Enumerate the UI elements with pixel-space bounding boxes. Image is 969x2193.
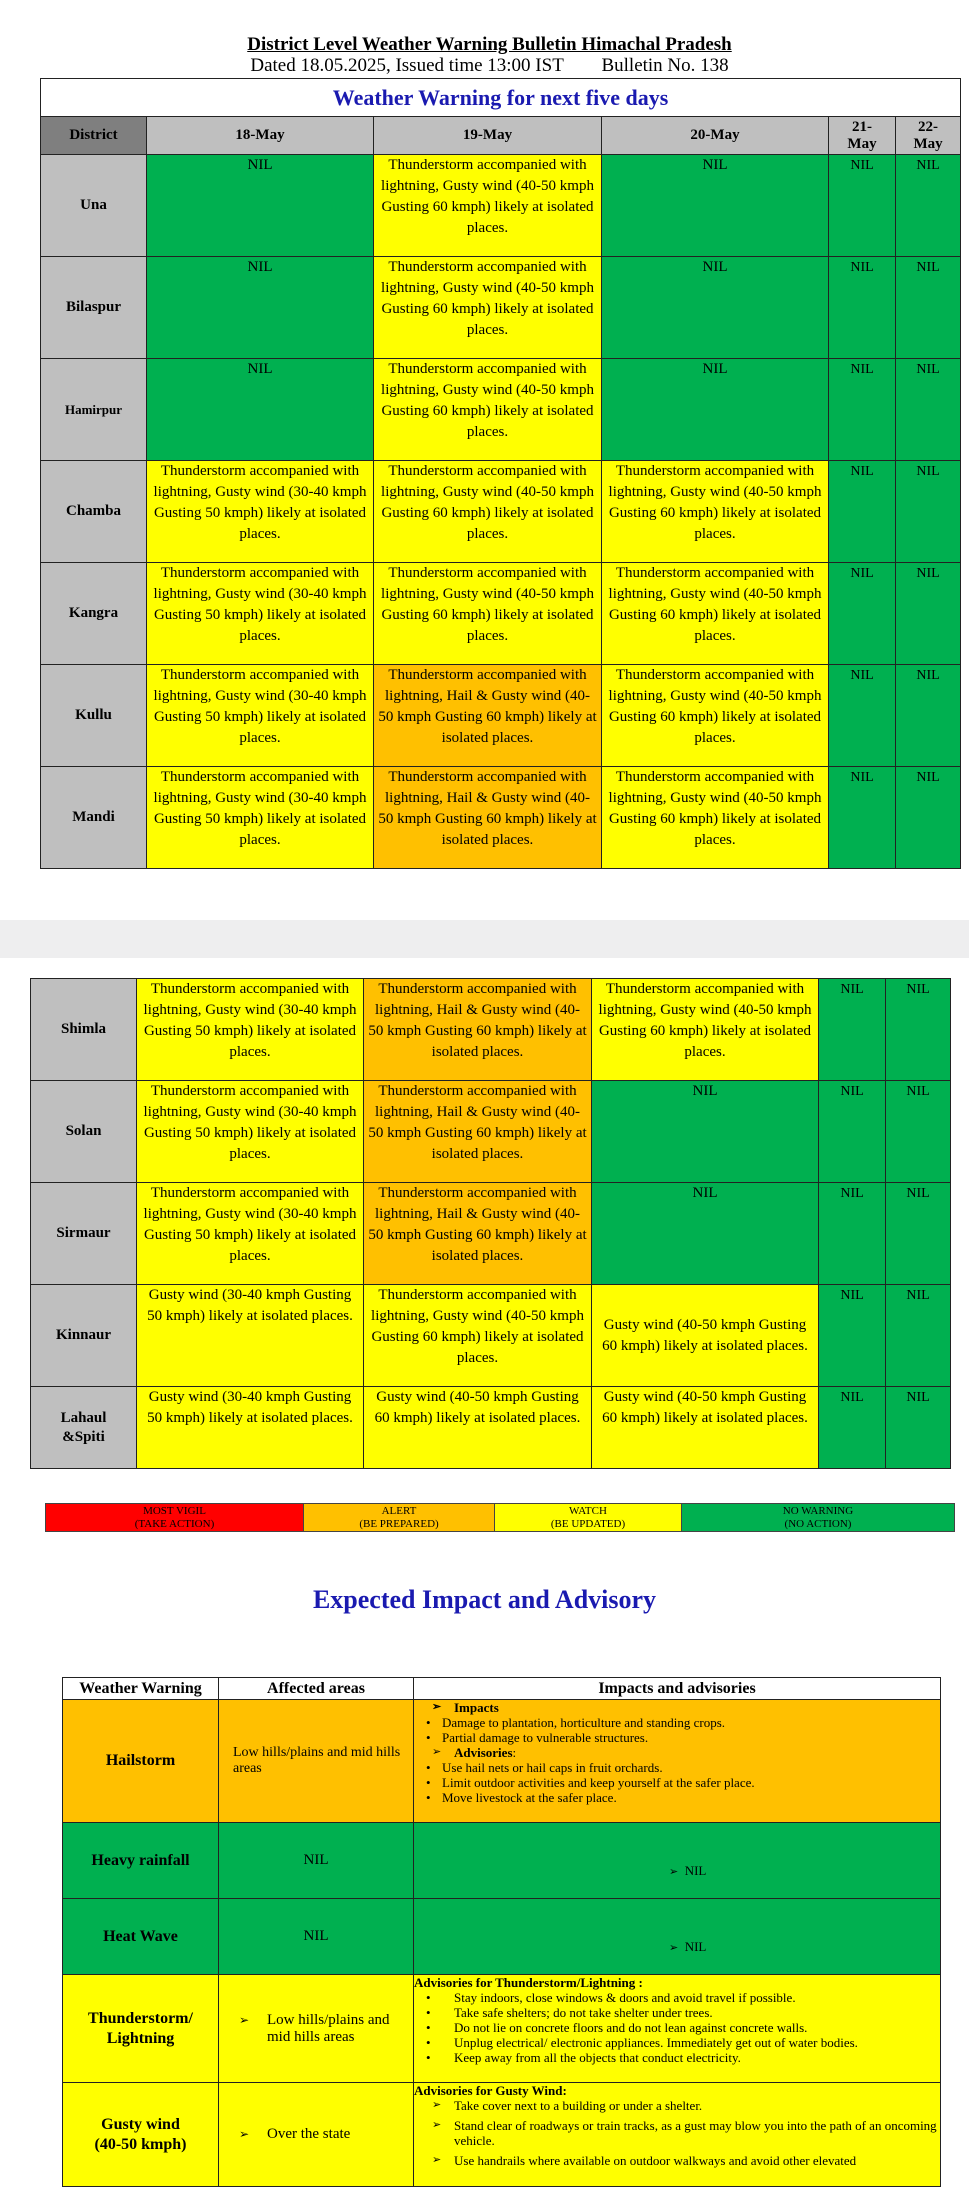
warning-cell: Thunderstorm accompanied with lightning, Gusty wind (40-50 kmph Gusting 60 kmph) likely at isolated places.: [374, 563, 602, 665]
warning-cell: Thunderstorm accompanied with lightning, Gusty wind (30-40 kmph Gusting 50 kmph) likely at isolated places.: [147, 461, 374, 563]
warning-table-part1: [40, 78, 961, 869]
adv-item: • Do not lie on concrete floors and do not lean against concrete walls.: [414, 2020, 940, 2035]
district-name: Shimla: [31, 979, 137, 1081]
warning-cell: Thunderstorm accompanied with lightning, Gusty wind (40-50 kmph Gusting 60 kmph) likely at isolated places.: [374, 155, 602, 257]
adv-item: • Move livestock at the safer place.: [414, 1790, 940, 1805]
district-name: Kullu: [41, 665, 147, 767]
district-name: Solan: [31, 1081, 137, 1183]
adv-row-heavy-rainfall: [63, 1823, 941, 1899]
adv-heavy-rainfall-areas: NIL: [219, 1823, 414, 1899]
warning-cell: Gusty wind (30-40 kmph Gusting 50 kmph) likely at isolated places.: [137, 1285, 364, 1387]
adv-heavy-rainfall-name: Heavy rainfall: [63, 1823, 219, 1899]
impact-advisory-table: [62, 1677, 941, 2187]
warning-cell: NIL: [829, 563, 896, 665]
warning-cell: NIL: [896, 665, 961, 767]
warning-cell: Gusty wind (30-40 kmph Gusting 50 kmph) likely at isolated places.: [137, 1387, 364, 1469]
adv-thunderstorm-list: [414, 1975, 941, 2083]
adv-row-hailstorm: [63, 1700, 941, 1823]
warning-cell: NIL: [886, 1285, 951, 1387]
district-name: Kinnaur: [31, 1285, 137, 1387]
warning-cell: NIL: [602, 359, 829, 461]
warning-cell: Thunderstorm accompanied with lightning, Gusty wind (40-50 kmph Gusting 60 kmph) likely at isolated places.: [602, 563, 829, 665]
warning-cell: NIL: [819, 1285, 886, 1387]
warning-cell: Thunderstorm accompanied with lightning, Hail & Gusty wind (40-50 kmph Gusting 60 kmph) likely at isolated places.: [364, 1081, 592, 1183]
col-header-18-may: 18-May: [147, 117, 374, 155]
district-name: Bilaspur: [41, 257, 147, 359]
adv-item: • Take safe shelters; do not take shelter under trees.: [414, 2005, 940, 2020]
warning-cell: Thunderstorm accompanied with lightning, Hail & Gusty wind (40-50 kmph Gusting 60 kmph) likely at isolated places.: [364, 1183, 592, 1285]
adv-hailstorm-list: [414, 1700, 941, 1823]
warning-cell: Thunderstorm accompanied with lightning, Gusty wind (40-50 kmph Gusting 60 kmph) likely at isolated places.: [364, 1285, 592, 1387]
legend-most-vigil: MOST VIGIL (TAKE ACTION): [46, 1504, 304, 1531]
warning-cell: Thunderstorm accompanied with lightning, Hail & Gusty wind (40-50 kmph Gusting 60 kmph) likely at isolated places.: [374, 767, 602, 869]
warning-cell: NIL: [886, 1183, 951, 1285]
page-separator: [0, 920, 969, 958]
warning-cell: Thunderstorm accompanied with lightning, Gusty wind (30-40 kmph Gusting 50 kmph) likely at isolated places.: [137, 1081, 364, 1183]
adv-gusty-wind-areas: ➢ Over the state: [219, 2083, 414, 2187]
adv-row-gusty-wind: [63, 2083, 941, 2187]
warning-cell: Thunderstorm accompanied with lightning, Gusty wind (30-40 kmph Gusting 50 kmph) likely at isolated places.: [147, 665, 374, 767]
warning-cell: NIL: [829, 155, 896, 257]
adv-gusty-wind-label: Advisories for Gusty Wind:: [414, 2083, 567, 2098]
district-row: [31, 1183, 951, 1285]
adv-hailstorm-name: Hailstorm: [63, 1700, 219, 1823]
legend-alert: ALERT (BE PREPARED): [304, 1504, 495, 1531]
bulletin-page-1: [10, 0, 969, 920]
district-row: [31, 1387, 951, 1469]
warning-cell: NIL: [592, 1081, 819, 1183]
col-header-22-may: 22-May: [896, 117, 961, 155]
adv-item: • Use hail nets or hail caps in fruit orchards.: [414, 1760, 940, 1775]
adv-item: ➢ Stand clear of roadways or train tracks, as a gust may blow you into the path of an oncoming vehicle.: [414, 2118, 940, 2148]
warning-cell: NIL: [147, 257, 374, 359]
warning-cell: NIL: [896, 767, 961, 869]
adv-item: ➢ Use handrails where available on outdoor walkways and avoid other elevated: [414, 2153, 940, 2168]
district-name: Lahaul &Spiti: [31, 1387, 137, 1469]
adv-header-warning: Weather Warning: [63, 1678, 219, 1700]
adv-item: • Limit outdoor activities and keep yourself at the safer place.: [414, 1775, 940, 1790]
warning-cell: NIL: [829, 461, 896, 563]
warning-table-part2: [30, 978, 951, 1469]
warning-cell: NIL: [592, 1183, 819, 1285]
warning-cell: NIL: [896, 155, 961, 257]
warning-cell: NIL: [819, 1081, 886, 1183]
district-name: Chamba: [41, 461, 147, 563]
district-name: Kangra: [41, 563, 147, 665]
warning-cell: NIL: [886, 979, 951, 1081]
adv-thunderstorm-areas: ➢ Low hills/plains and mid hills areas: [219, 1975, 414, 2083]
warning-cell: NIL: [829, 359, 896, 461]
adv-item: • Damage to plantation, horticulture and standing crops.: [414, 1715, 940, 1730]
adv-item: ➢ Take cover next to a building or under a shelter.: [414, 2098, 940, 2113]
warning-cell: NIL: [147, 359, 374, 461]
col-header-21-may: 21-May: [829, 117, 896, 155]
district-name: Una: [41, 155, 147, 257]
district-row: [41, 665, 961, 767]
adv-gusty-wind-name: Gusty wind (40-50 kmph): [63, 2083, 219, 2187]
adv-gusty-wind-list: [414, 2083, 941, 2187]
warning-cell: Thunderstorm accompanied with lightning, Hail & Gusty wind (40-50 kmph Gusting 60 kmph) likely at isolated places.: [364, 979, 592, 1081]
warning-cell: NIL: [829, 665, 896, 767]
district-name: Sirmaur: [31, 1183, 137, 1285]
district-row: [41, 257, 961, 359]
district-name: Hamirpur: [41, 359, 147, 461]
warning-cell: Thunderstorm accompanied with lightning, Gusty wind (40-50 kmph Gusting 60 kmph) likely at isolated places.: [602, 461, 829, 563]
impact-advisory-title: Expected Impact and Advisory: [312, 1585, 657, 1614]
adv-hailstorm-advisories-label: ➢ Advisories:: [414, 1745, 940, 1760]
district-row: [31, 1285, 951, 1387]
warning-cell: NIL: [896, 461, 961, 563]
bulletin-dated: Dated 18.05.2025, Issued time 13:00 IST Bulletin No. 138: [250, 55, 729, 76]
warning-cell: Thunderstorm accompanied with lightning, Gusty wind (40-50 kmph Gusting 60 kmph) likely at isolated places.: [592, 979, 819, 1081]
warning-cell: Thunderstorm accompanied with lightning, Gusty wind (40-50 kmph Gusting 60 kmph) likely at isolated places.: [602, 665, 829, 767]
adv-header-areas: Affected areas: [219, 1678, 414, 1700]
warning-cell: Thunderstorm accompanied with lightning, Gusty wind (30-40 kmph Gusting 50 kmph) likely at isolated places.: [147, 563, 374, 665]
warning-cell: Thunderstorm accompanied with lightning, Gusty wind (30-40 kmph Gusting 50 kmph) likely at isolated places.: [137, 1183, 364, 1285]
adv-hailstorm-areas: Low hills/plains and mid hills areas: [219, 1700, 414, 1823]
bulletin-title: District Level Weather Warning Bulletin Himachal Pradesh: [247, 34, 732, 55]
warning-cell: NIL: [819, 1387, 886, 1469]
adv-hailstorm-impacts-label: ➢ Impacts: [414, 1700, 940, 1715]
warning-cell: Thunderstorm accompanied with lightning, Gusty wind (40-50 kmph Gusting 60 kmph) likely at isolated places.: [374, 257, 602, 359]
adv-heat-wave-areas: NIL: [219, 1899, 414, 1975]
color-legend: [45, 1503, 955, 1532]
warning-cell: Thunderstorm accompanied with lightning, Gusty wind (40-50 kmph Gusting 60 kmph) likely at isolated places.: [602, 767, 829, 869]
col-header-20-may: 20-May: [602, 117, 829, 155]
warning-cell: NIL: [896, 563, 961, 665]
warning-cell: Gusty wind (40-50 kmph Gusting 60 kmph) likely at isolated places.: [592, 1387, 819, 1469]
warning-cell: NIL: [896, 257, 961, 359]
warning-cell: Gusty wind (40-50 kmph Gusting 60 kmph) likely at isolated places.: [364, 1387, 592, 1469]
adv-heat-wave-advice: ➢ NIL: [414, 1899, 941, 1975]
district-row: [41, 767, 961, 869]
adv-row-thunderstorm: [63, 1975, 941, 2083]
legend-watch: WATCH (BE UPDATED): [495, 1504, 682, 1531]
adv-heat-wave-name: Heat Wave: [63, 1899, 219, 1975]
legend-no-warning: NO WARNING (NO ACTION): [682, 1504, 954, 1531]
district-row: [31, 979, 951, 1081]
warning-cell: Gusty wind (40-50 kmph Gusting 60 kmph) likely at isolated places.: [592, 1285, 819, 1387]
warning-cell: NIL: [819, 1183, 886, 1285]
warning-cell: Thunderstorm accompanied with lightning, Gusty wind (30-40 kmph Gusting 50 kmph) likely at isolated places.: [147, 767, 374, 869]
warning-table-title: Weather Warning for next five days: [41, 79, 961, 117]
adv-thunderstorm-name: Thunderstorm/ Lightning: [63, 1975, 219, 2083]
warning-cell: Thunderstorm accompanied with lightning, Gusty wind (40-50 kmph Gusting 60 kmph) likely at isolated places.: [374, 359, 602, 461]
warning-cell: NIL: [886, 1081, 951, 1183]
warning-cell: NIL: [886, 1387, 951, 1469]
warning-cell: NIL: [829, 257, 896, 359]
district-row: [41, 359, 961, 461]
district-row: [41, 461, 961, 563]
warning-cell: NIL: [896, 359, 961, 461]
adv-item: • Partial damage to vulnerable structures.: [414, 1730, 940, 1745]
district-row: [31, 1081, 951, 1183]
adv-item: • Unplug electrical/ electronic appliances. Immediately get out of water bodies.: [414, 2035, 940, 2050]
warning-cell: Thunderstorm accompanied with lightning, Gusty wind (40-50 kmph Gusting 60 kmph) likely at isolated places.: [374, 461, 602, 563]
district-name: Mandi: [41, 767, 147, 869]
warning-cell: NIL: [602, 257, 829, 359]
adv-item: • Stay indoors, close windows & doors and avoid travel if possible.: [414, 1990, 940, 2005]
col-header-19-may: 19-May: [374, 117, 602, 155]
warning-cell: NIL: [819, 979, 886, 1081]
warning-cell: NIL: [829, 767, 896, 869]
district-row: [41, 563, 961, 665]
warning-cell: NIL: [147, 155, 374, 257]
adv-item: • Keep away from all the objects that conduct electricity.: [414, 2050, 940, 2065]
district-row: [41, 155, 961, 257]
col-header-district: District: [41, 117, 147, 155]
warning-cell: Thunderstorm accompanied with lightning, Gusty wind (30-40 kmph Gusting 50 kmph) likely at isolated places.: [137, 979, 364, 1081]
warning-cell: Thunderstorm accompanied with lightning, Hail & Gusty wind (40-50 kmph Gusting 60 kmph) likely at isolated places.: [374, 665, 602, 767]
adv-heavy-rainfall-advice: ➢ NIL: [414, 1823, 941, 1899]
adv-row-heat-wave: [63, 1899, 941, 1975]
warning-cell: NIL: [602, 155, 829, 257]
adv-header-impacts: Impacts and advisories: [414, 1678, 941, 1700]
adv-thunderstorm-label: Advisories for Thunderstorm/Lightning :: [414, 1975, 643, 1990]
